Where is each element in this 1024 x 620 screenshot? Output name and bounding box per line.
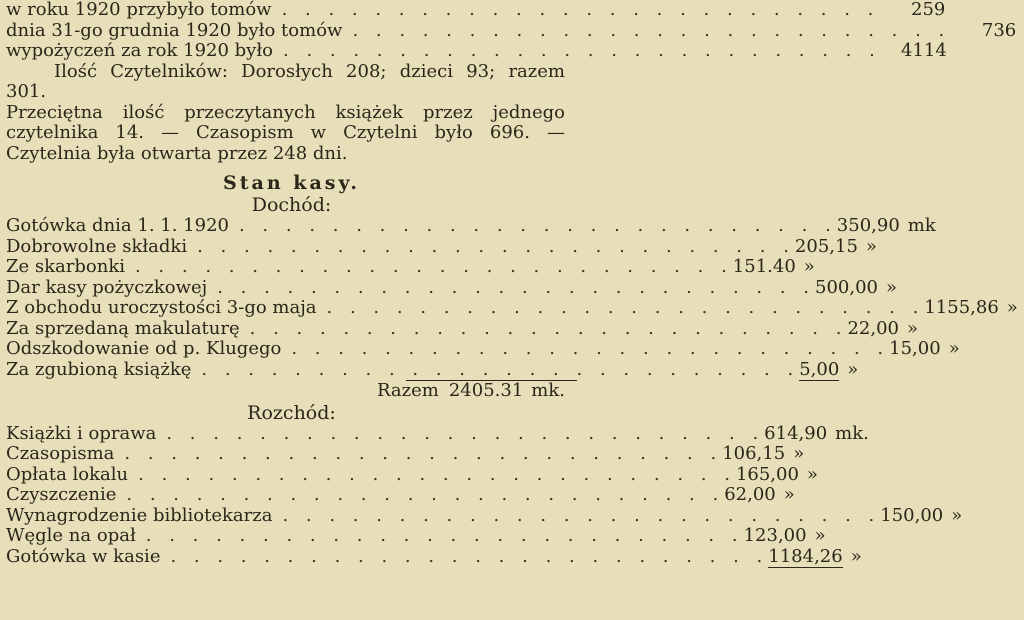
income-total-row xyxy=(376,380,577,402)
income-row xyxy=(6,338,960,360)
expense-row xyxy=(6,422,869,445)
income-unit: » xyxy=(906,317,918,339)
income-unit: » xyxy=(865,235,877,257)
expense-heading: Rozchód: xyxy=(247,401,336,424)
expense-amount: 150,00 xyxy=(880,504,944,526)
average-paragraph: Przeciętna ilość przeczytanych książek przez jednego czytelnika 14. — Czasopism w Czytelni było 696. — Czytelnia była otwarta przez 248 dni. xyxy=(6,101,565,164)
stat-label: dnia 31-go grudnia 1920 było tomów xyxy=(6,19,343,41)
income-label: Za zgubioną książkę xyxy=(6,358,192,380)
total-unit: mk. xyxy=(531,380,565,401)
income-row xyxy=(6,276,898,299)
stats-block xyxy=(6,0,1017,62)
income-label: Odszkodowanie od p. Klugego xyxy=(6,338,282,359)
income-label: Gotówka dnia 1. 1. 1920 xyxy=(6,215,229,236)
dot-leader: . . . . . . . . . . . . . . . . . . . . . . . . . . xyxy=(145,525,744,546)
expense-unit: » xyxy=(793,443,805,464)
dot-leader: . . . . . . . . . . . . . . . . . . . . . . . . . . xyxy=(134,256,733,277)
dot-leader: . . . . . . . . . . . . . . . . . . . . . . . . . . xyxy=(291,338,890,359)
income-row xyxy=(6,215,936,237)
total-amount: 2405.31 xyxy=(448,380,524,401)
expense-unit: » xyxy=(806,463,818,485)
expense-amount: 62,00 xyxy=(724,484,776,505)
expense-label: Wynagrodzenie bibliotekarza xyxy=(6,504,273,526)
income-unit: » xyxy=(803,256,815,277)
expense-unit: » xyxy=(951,504,963,526)
dot-leader: . . . . . . . . . . . . . . . . . . . . . . . . . . xyxy=(281,0,880,20)
income-row xyxy=(6,256,815,278)
expense-unit: » xyxy=(850,545,862,567)
income-amount: 1155,86 xyxy=(924,297,999,318)
income-amount: 500,00 xyxy=(815,276,879,298)
income-amount: 5,00 xyxy=(799,358,840,380)
expense-amount: 165,00 xyxy=(735,463,799,485)
expense-label: Węgle na opał xyxy=(6,525,136,546)
income-label: Dobrowolne składki xyxy=(6,235,188,257)
readers-paragraph: Ilość Czytelników: Dorosłych 208; dzieci 93; razem 301. xyxy=(6,60,565,102)
dot-leader: . . . . . . . . . . . . . . . . . . . . . . . . . . xyxy=(126,484,725,505)
cash-heading: Stan kasy. xyxy=(223,172,360,194)
stat-row xyxy=(6,0,946,21)
expense-row xyxy=(6,525,826,547)
income-amount: 22,00 xyxy=(847,317,899,339)
expense-row xyxy=(6,545,862,568)
dot-leader: . . . . . . . . . . . . . . . . . . . . . . . . . . xyxy=(238,215,837,236)
expense-unit: mk. xyxy=(835,422,869,444)
income-row xyxy=(6,358,859,381)
stat-label: w roku 1920 przybyło tomów xyxy=(6,0,272,20)
income-table xyxy=(6,215,1018,402)
income-label: Za sprzedaną makulaturę xyxy=(6,317,240,339)
dot-leader: . . . . . . . . . . . . . . . . . . . . . . . . . . xyxy=(170,545,769,567)
expense-unit: » xyxy=(783,484,795,505)
dot-leader: . . . . . . . . . . . . . . . . . . . . . . . . . . xyxy=(282,504,881,526)
expense-row xyxy=(6,463,818,486)
dot-leader: . . . . . . . . . . . . . . . . . . . . . . . . . . xyxy=(124,443,723,464)
income-amount: 15,00 xyxy=(889,338,941,359)
income-unit: » xyxy=(948,338,960,359)
stat-row xyxy=(6,40,947,62)
expense-amount: 123,00 xyxy=(743,525,807,546)
income-unit: mk xyxy=(907,215,936,236)
income-amount: 151.40 xyxy=(732,256,796,277)
dot-leader: . . . . . . . . . . . . . . . . . . . . . . . . . . xyxy=(197,235,795,257)
expense-label: Opłata lokalu xyxy=(6,463,129,485)
stat-label: wypożyczeń za rok 1920 było xyxy=(6,40,274,61)
total-label: Razem xyxy=(376,380,439,401)
income-row xyxy=(6,317,918,340)
expense-amount: 106,15 xyxy=(722,443,786,464)
stat-value: 736 xyxy=(981,19,1017,41)
income-unit: » xyxy=(1006,297,1018,318)
expense-amount: 1184,26 xyxy=(768,545,843,567)
dot-leader: . . . . . . . . . . . . . . . . . . . . . . . . . . xyxy=(283,40,881,61)
income-row xyxy=(6,297,1018,319)
expense-label: Gotówka w kasie xyxy=(6,545,161,567)
expense-amount: 614,90 xyxy=(764,422,828,444)
expense-label: Czyszczenie xyxy=(6,484,117,505)
expense-label: Książki i oprawa xyxy=(6,422,157,444)
dot-leader: . . . . . . . . . . . . . . . . . . . . . . . . . . xyxy=(249,317,848,339)
expense-unit: » xyxy=(814,525,826,546)
expense-row xyxy=(6,484,795,506)
dot-leader: . . . . . . . . . . . . . . . . . . . . . . . . . . xyxy=(138,463,736,485)
expense-table xyxy=(6,422,963,568)
income-label: Dar kasy pożyczkowej xyxy=(6,276,208,298)
stat-value: 4114 xyxy=(901,40,947,61)
income-amount: 205,15 xyxy=(794,235,858,257)
expense-row xyxy=(6,443,805,465)
income-row xyxy=(6,235,877,258)
income-unit: » xyxy=(847,358,859,380)
income-label: Ze skarbonki xyxy=(6,256,125,277)
income-heading: Dochód: xyxy=(251,194,332,216)
dot-leader: . . . . . . . . . . . . . . . . . . . . . . . . . . xyxy=(166,422,765,444)
income-amount: 350,90 xyxy=(836,215,900,236)
dot-leader: . . . . . . . . . . . . . . . . . . . . . . . . . . xyxy=(201,358,800,380)
dot-leader: . . . . . . . . . . . . . . . . . . . . . . . . . . xyxy=(217,276,816,298)
expense-label: Czasopisma xyxy=(6,443,115,464)
income-label: Z obchodu uroczystości 3-go maja xyxy=(6,297,317,318)
dot-leader: . . . . . . . . . . . . . . . . . . . . . . . . . . xyxy=(352,19,951,41)
dot-leader: . . . . . . . . . . . . . . . . . . . . . . . . . . xyxy=(326,297,925,318)
stat-value: 259 xyxy=(911,0,946,20)
expense-row xyxy=(6,504,963,527)
income-unit: » xyxy=(886,276,898,298)
stat-row xyxy=(6,19,1017,42)
